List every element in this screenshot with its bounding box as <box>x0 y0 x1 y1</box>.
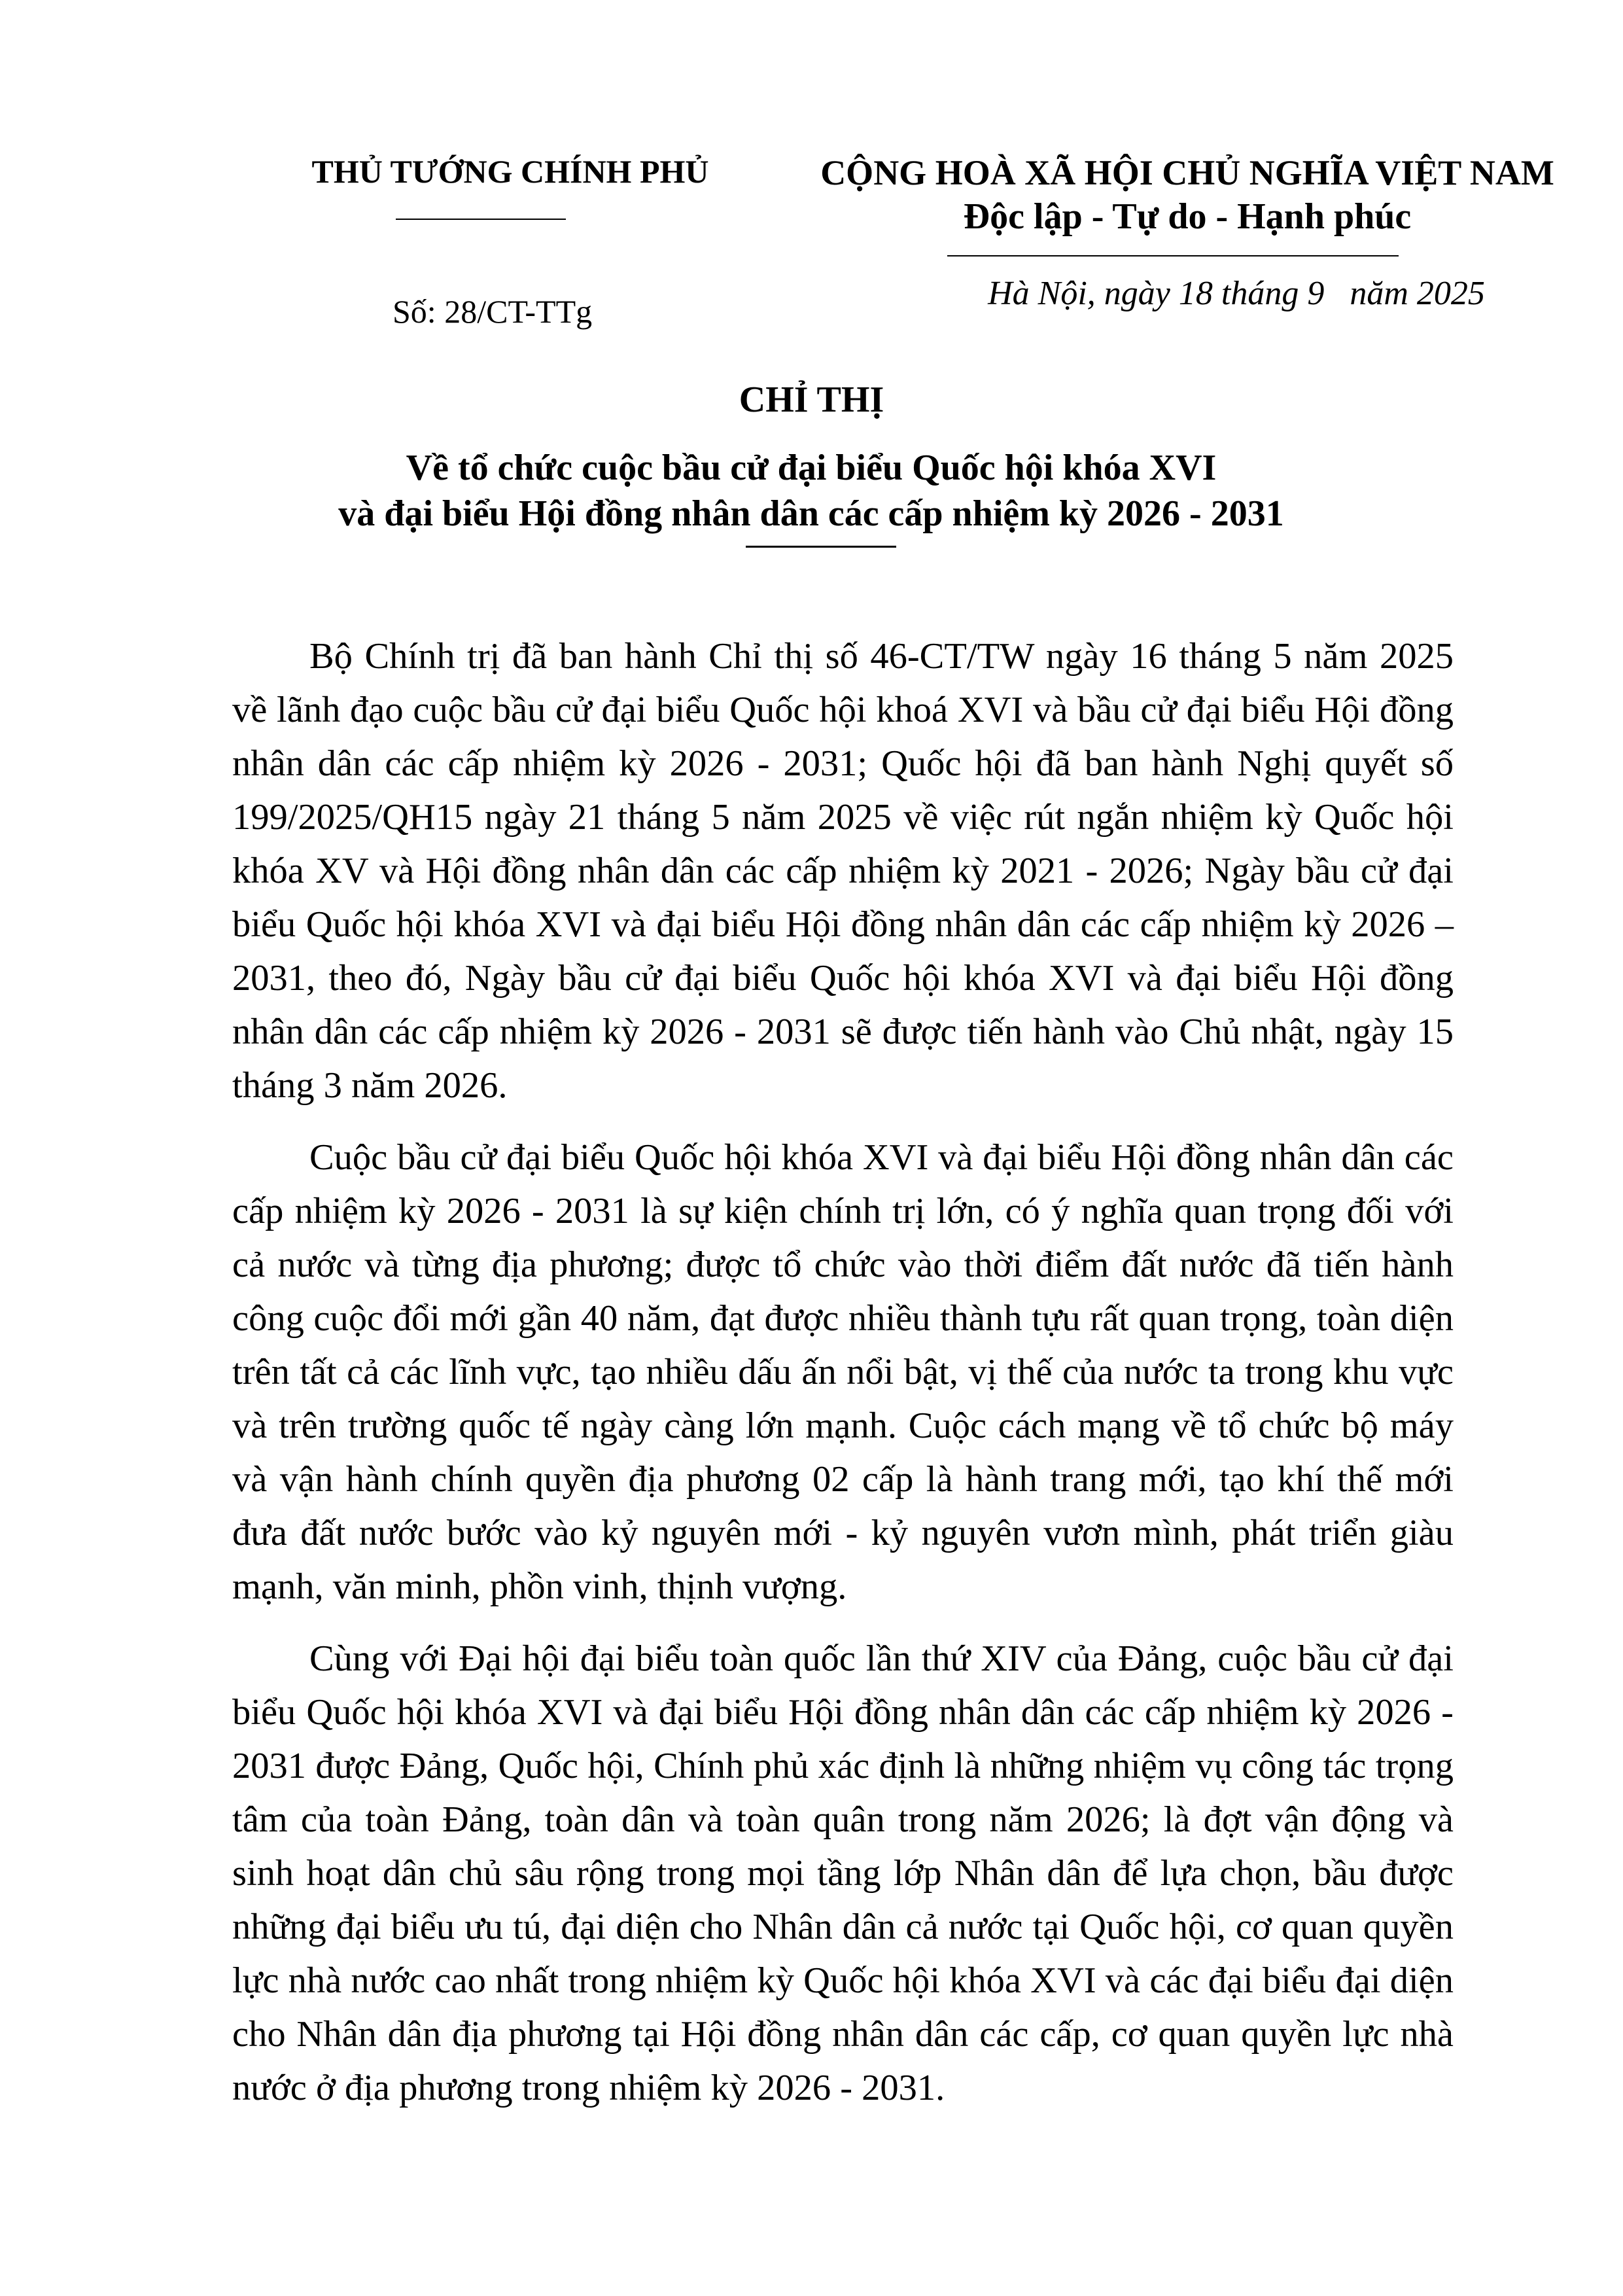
document-type-title: CHỈ THỊ <box>739 380 884 420</box>
motto-underline <box>947 255 1399 256</box>
document-body <box>232 629 1454 2133</box>
place-date-line <box>942 274 1531 314</box>
national-motto: Độc lập - Tự do - Hạnh phúc <box>963 196 1412 237</box>
document-number-suffix: /CT-TTg <box>477 293 593 330</box>
document-number-value: 28 <box>444 293 478 330</box>
document-number-prefix: Số: <box>393 293 445 330</box>
date-day: 18 <box>1178 275 1213 312</box>
date-prefix: Hà Nội, ngày <box>988 275 1179 312</box>
subject-line-1: Về tổ chức cuộc bầu cử đại biểu Quốc hội khóa XVI <box>406 448 1217 488</box>
document-subject <box>196 445 1426 537</box>
date-month-label: tháng <box>1212 275 1308 312</box>
date-month: 9 <box>1307 275 1325 312</box>
body-paragraph-3: Cùng với Đại hội đại biểu toàn quốc lần thứ XIV của Đảng, cuộc bầu cử đại biểu Quốc hội khóa XVI và đại biểu Hội đồng nhân dân các cấp nhiệm kỳ 2026 - 2031 được Đảng, Quốc hội, Chính phủ xác định là những nhiệm vụ công tác trọng tâm của toàn Đảng, toàn dân và toàn quân trong năm 2026; là đợt vận động và sinh hoạt dân chủ sâu rộng trong mọi tầng lớp Nhân dân để lựa chọn, bầu được những đại biểu ưu tú, đại diện cho Nhân dân cả nước tại Quốc hội, cơ quan quyền lực nhà nước cao nhất trong nhiệm kỳ Quốc hội khóa XVI và các đại biểu đại diện cho Nhân dân địa phương tại Hội đồng nhân dân các cấp, cơ quan quyền lực nhà nước ở địa phương trong nhiệm kỳ 2026 - 2031. <box>232 1638 1454 2108</box>
national-title: CỘNG HOÀ XÃ HỘI CHỦ NGHĨA VIỆT NAM <box>820 153 1554 192</box>
document-number <box>393 292 667 331</box>
body-paragraph-1: Bộ Chính trị đã ban hành Chỉ thị số 46-CT/TW ngày 16 tháng 5 năm 2025 về lãnh đạo cuộc bầu cử đại biểu Quốc hội khoá XVI và bầu cử đại biểu Hội đồng nhân dân các cấp nhiệm kỳ 2026 - 2031; Quốc hội đã ban hành Nghị quyết số 199/2025/QH15 ngày 21 tháng 5 năm 2025 về việc rút ngắn nhiệm kỳ Quốc hội khóa XV và Hội đồng nhân dân các cấp nhiệm kỳ 2021 - 2026; Ngày bầu cử đại biểu Quốc hội khóa XVI và đại biểu Hội đồng nhân dân các cấp nhiệm kỳ 2026 – 2031, theo đó, Ngày bầu cử đại biểu Quốc hội khóa XVI và đại biểu Hội đồng nhân dân các cấp nhiệm kỳ 2026 - 2031 sẽ được tiến hành vào Chủ nhật, ngày 15 tháng 3 năm 2026. <box>232 636 1454 1106</box>
issuing-agency: THỦ TƯỚNG CHÍNH PHỦ <box>311 153 709 190</box>
agency-underline <box>396 219 566 220</box>
date-year: năm 2025 <box>1324 275 1485 312</box>
title-underline <box>746 546 896 548</box>
body-paragraph-2: Cuộc bầu cử đại biểu Quốc hội khóa XVI và đại biểu Hội đồng nhân dân các cấp nhiệm kỳ 2026 - 2031 là sự kiện chính trị lớn, có ý nghĩa quan trọng đối với cả nước và từng địa phương; được tổ chức vào thời điểm đất nước đã tiến hành công cuộc đổi mới gần 40 năm, đạt được nhiều thành tựu rất quan trọng, toàn diện trên tất cả các lĩnh vực, tạo nhiều dấu ấn nổi bật, vị thế của nước ta trong khu vực và trên trường quốc tế ngày càng lớn mạnh. Cuộc cách mạng về tổ chức bộ máy và vận hành chính quyền địa phương 02 cấp là hành trang mới, tạo khí thế mới đưa đất nước bước vào kỷ nguyên mới - kỷ nguyên vươn mình, phát triển giàu mạnh, văn minh, phồn vinh, thịnh vượng. <box>232 1137 1454 1607</box>
subject-line-2: và đại biểu Hội đồng nhân dân các cấp nhiệm kỳ 2026 - 2031 <box>338 493 1284 534</box>
